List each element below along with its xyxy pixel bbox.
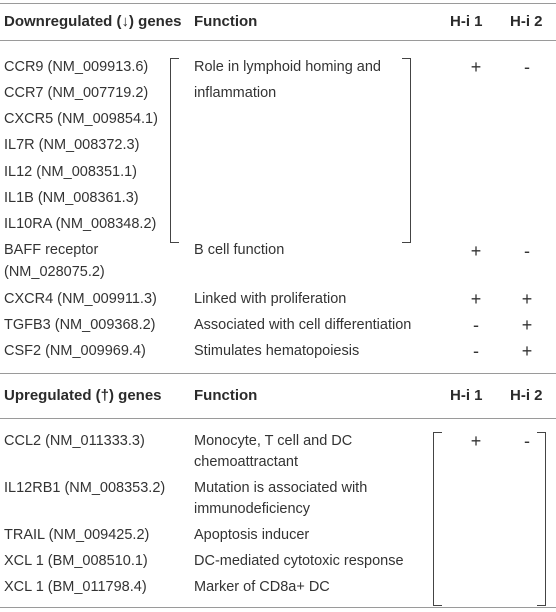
gene-il1b: IL1B (NM_008361.3) [4,190,139,206]
up-right-bracket [537,432,546,606]
up-group-hi1-value: + [470,431,482,451]
gene-il12: IL12 (NM_008351.1) [4,164,137,180]
baff-hi1-value: + [470,241,482,261]
section-rule [0,373,556,374]
down-hi2-header: H-i 2 [510,13,543,30]
function-xcl1-a: DC-mediated cytotoxic response [194,553,404,569]
gene-cxcr4: CXCR4 (NM_009911.3) [4,291,157,307]
gene-trail: TRAIL (NM_009425.2) [4,527,150,543]
group-function-line1: Role in lymphoid homing and [194,59,381,75]
gene-tgfb3: TGFB3 (NM_009368.2) [4,317,156,333]
bottom-rule [0,607,556,608]
function-il12rb1-line1: Mutation is associated with [194,480,368,496]
gene-il7r: IL7R (NM_008372.3) [4,137,140,153]
group-right-bracket [402,58,411,243]
tgfb3-hi2-value: + [521,315,533,335]
top-rule [0,3,556,4]
down-gene-header: Downregulated (↓) genes [4,13,182,30]
group-hi2-value: - [524,57,530,77]
function-ccl2-line2: chemoattractant [194,454,298,470]
gene-csf2: CSF2 (NM_009969.4) [4,343,146,359]
cxcr4-hi1-value: + [470,289,482,309]
function-il12rb1-line2: immunodeficiency [194,501,311,517]
function-ccl2-line1: Monocyte, T cell and DC [194,433,353,449]
csf2-hi1-value: - [473,341,479,361]
function-csf2: Stimulates hematopoiesis [194,343,360,359]
down-function-header: Function [194,13,258,30]
up-function-header: Function [194,387,258,404]
gene-il12rb1: IL12RB1 (NM_008353.2) [4,480,166,496]
function-tgfb3: Associated with cell differentiation [194,317,412,333]
baff-hi2-value: - [524,241,530,261]
header-rule-down [0,40,556,41]
group-hi1-value: + [470,57,482,77]
group-left-bracket [170,58,179,243]
tgfb3-hi1-value: - [473,315,479,335]
gene-il10ra: IL10RA (NM_008348.2) [4,216,157,232]
gene-xcl1-a: XCL 1 (BM_008510.1) [4,553,148,569]
function-xcl1-b: Marker of CD8a+ DC [194,579,330,595]
function-cxcr4: Linked with proliferation [194,291,347,307]
gene-cxcr5: CXCR5 (NM_009854.1) [4,111,158,127]
gene-ccr7: CCR7 (NM_007719.2) [4,85,149,101]
function-baff: B cell function [194,242,285,258]
function-trail: Apoptosis inducer [194,527,310,543]
up-gene-header: Upregulated (†) genes [4,387,162,404]
header-rule-up [0,418,556,419]
up-hi1-header: H-i 1 [450,387,483,404]
group-function-line2: inflammation [194,85,277,101]
up-left-bracket [433,432,442,606]
gene-baff-line1: BAFF receptor [4,242,99,258]
gene-ccr9: CCR9 (NM_009913.6) [4,59,149,75]
csf2-hi2-value: + [521,341,533,361]
up-group-hi2-value: - [524,431,530,451]
down-hi1-header: H-i 1 [450,13,483,30]
cxcr4-hi2-value: + [521,289,533,309]
gene-baff-line2: (NM_028075.2) [4,264,105,280]
gene-ccl2: CCL2 (NM_011333.3) [4,433,145,449]
up-hi2-header: H-i 2 [510,387,543,404]
gene-xcl1-b: XCL 1 (BM_011798.4) [4,579,147,595]
